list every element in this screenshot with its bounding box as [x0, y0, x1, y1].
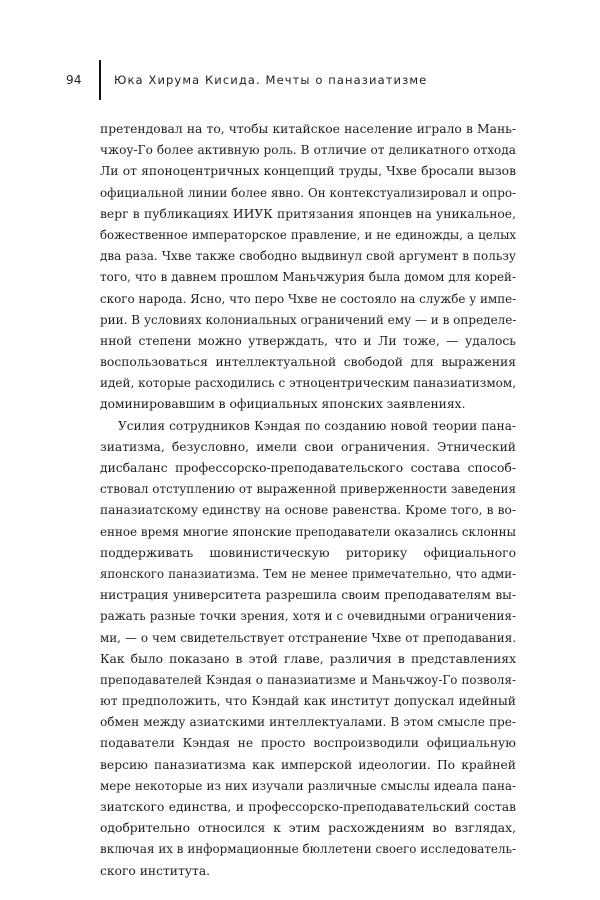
- text-line: божественное императорское правление, и не единожды, а целых: [100, 227, 516, 242]
- text-line: поддерживать шовинистическую риторику официального: [100, 545, 516, 560]
- text-line: ют предположить, что Кэндай как институт допускал идейный: [100, 694, 516, 709]
- text-line: официальной линии более явно. Он контекстуализировал и опро-: [100, 185, 516, 200]
- text-line: подаватели Кэндая не просто воспроизводили официальную: [100, 736, 516, 751]
- text-line: нной степени можно утверждать, что и Ли тоже, — удалось: [100, 333, 516, 348]
- text-line: мере некоторые из них изучали различные смыслы идеала пана-: [100, 778, 516, 793]
- page-number: 94: [66, 73, 82, 87]
- header-divider: [99, 60, 101, 100]
- text-line: преподавателей Кэндая о паназиатизме и Маньчжоу-Го позволя-: [100, 672, 516, 687]
- text-line: зиатского единства, и профессорско-преподавательский состав: [100, 800, 516, 814]
- text-line: ражать разные точки зрения, хотя и с очевидными ограничения-: [100, 609, 516, 624]
- text-line: того, что в давнем прошлом Маньчжурия была домом для корей-: [100, 270, 516, 285]
- text-line: одобрительно относился к этим расхождениям во взглядах,: [100, 821, 516, 836]
- text-line: верг в публикациях ИИУК притязания японцев на уникальное,: [100, 206, 516, 221]
- text-line: енное время многие японские преподаватели оказались склонны: [100, 524, 516, 539]
- running-head: [0, 60, 600, 104]
- text-line: воспользоваться интеллектуальной свободой для выражения: [100, 355, 516, 370]
- text-line: претендовал на то, чтобы китайское население играло в Мань-: [100, 122, 516, 136]
- text-line: японского паназиатизма. Тем не менее примечательно, что адми-: [100, 566, 516, 581]
- text-line: версию паназиатизма как имперской идеологии. По крайней: [100, 757, 516, 772]
- text-line: ми, — о чем свидетельствует отстранение Чхве от преподавания.: [100, 630, 516, 645]
- text-line: паназиатскому единству на основе равенства. Кроме того, в во-: [100, 503, 516, 518]
- text-line: рии. В условиях колониальных ограничений ему — и в определе-: [100, 312, 517, 327]
- paragraph: [100, 119, 516, 416]
- running-title: Юка Хирума Кисида. Мечты о паназиатизме: [114, 73, 428, 87]
- text-line: ствовал отступлению от выраженной приверженности заведения: [100, 482, 516, 497]
- text-line: два раза. Чхве также свободно выдвинул свой аргумент в пользу: [100, 249, 516, 264]
- text-line: зиатизма, безусловно, имели свои ограничения. Этнический: [100, 439, 516, 454]
- text-line: обмен между азиатскими интеллектуалами. В этом смысле пре-: [100, 715, 516, 730]
- text-line: Ли от японоцентричных концепций труды, Чхве бросали вызов: [100, 164, 516, 179]
- text-line: ского института.: [100, 863, 211, 878]
- text-line: включая их в информационные бюллетени своего исследователь-: [100, 842, 516, 857]
- text-line: ского народа. Ясно, что перо Чхве не состояло на службе у импе-: [100, 291, 517, 306]
- text-line: нистрация университета разрешила своим преподавателям вы-: [100, 588, 516, 603]
- body-text: [100, 119, 516, 882]
- text-line: Как было показано в этой главе, различия в представлениях: [100, 651, 516, 666]
- text-line: дисбаланс профессорско-преподавательского состава способ-: [100, 461, 516, 475]
- text-line: идей, которые расходились с этноцентрическим паназиатизмом,: [100, 376, 517, 391]
- text-line: Усилия сотрудников Кэндая по созданию новой теории пана-: [118, 418, 516, 433]
- text-line: доминировавшим в официальных японских заявлениях.: [100, 397, 466, 412]
- paragraph: [100, 416, 516, 882]
- text-line: чжоу-Го более активную роль. В отличие от деликатного отхода: [100, 143, 516, 158]
